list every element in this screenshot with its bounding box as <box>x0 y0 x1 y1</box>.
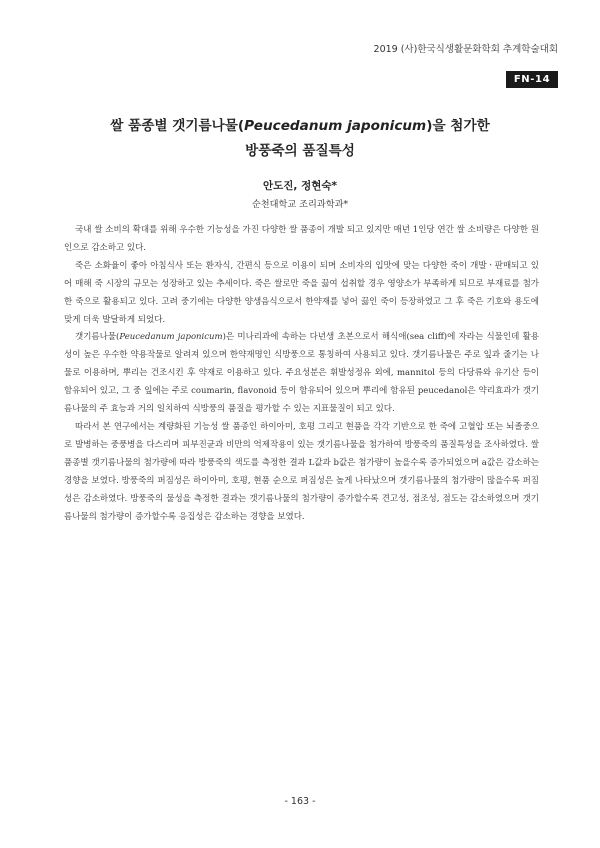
title-line-2: 방풍죽의 품질특성 <box>245 143 355 159</box>
paragraph-3-pre: 갯기름나물( <box>75 332 120 343</box>
authors: 안도진, 정현숙* <box>263 180 337 192</box>
paragraph-1: 국내 쌀 소비의 확대를 위해 우수한 기능성을 가진 다양한 쌀 품종이 개발 되고 있지만 매년 1인당 연간 쌀 소비량은 다양한 원인으로 감소하고 있다. <box>64 225 539 253</box>
page-number: - 163 - <box>284 796 316 807</box>
session-badge: FN-14 <box>506 71 558 88</box>
paragraph-3 <box>64 329 539 419</box>
paper-title <box>50 114 550 164</box>
title-line-1-post: )을 첨가한 <box>426 118 490 134</box>
title-line-1-pre: 쌀 품종별 갯기름나물( <box>110 118 245 134</box>
paragraph-2: 죽은 소화율이 좋아 아침식사 또는 환자식, 간편식 등으로 이용이 되며 소비자의 입맛에 맞는 다양한 죽이 개발ㆍ판매되고 있어 매해 죽 시장의 규모는 성장하고 있는 추세이다. 죽은 쌀로만 죽을 끓여 섭취할 경우 영양소가 부족하게 되므로 부재료를 첨가한 죽으로 활용되고 있다. 고려 중기에는 다양한 양생음식으로서 한약재를 넣어 끓인 죽이 등장하였고 그 후 죽은 기호와 용도에 맞게 더욱 발달하게 되었다. <box>64 260 539 325</box>
paragraph-3-post: )은 미나리과에 속하는 다년생 초본으로서 해식애(sea cliff)에 자라는 식물인데 활용성이 높은 우수한 약용작물로 알려져 있으며 한약재명인 식방풍으로 통칭하여 사용되고 있다. 갯기름나물은 주로 잎과 줄기는 나물로 이용하며, 뿌리는 건조시킨 후 약재로 이용하고 있다. 주요성분은 휘발성정유 외에, mannitol 등의 다당류와 유기산 등이 함유되어 있고, 그 중 잎에는 주로 coumarin, flavonoid 등이 함유되어 있으며 뿌리에 함유된 peucedanol은 약리효과가 갯기름나물의 주 효능과 거의 일치하여 식방풍의 품질을 평가할 수 있는 지표물질이 되고 있다. <box>64 332 540 415</box>
paragraph-3-scientific-name: Peucedanum japonicum <box>119 332 223 343</box>
paragraph-4: 따라서 본 연구에서는 계량화된 기능성 쌀 품종인 하이아미, 호평 그리고 현품을 각각 기반으로 한 죽에 고혈압 또는 뇌졸중으로 발병하는 중풍병을 다스리며 피부진균과 비만의 억제작용이 있는 갯기름나물을 첨가하여 방풍죽의 품질특성을 조사하였다. 쌀 품종별 갯기름나물의 첨가량에 따라 방풍죽의 색도를 측정한 결과 L값과 b값은 첨가량이 높을수록 증가되었으며 a값은 감소하는 경향을 보였다. 방풍죽의 퍼짐성은 하이아미, 호평, 현품 순으로 퍼짐성은 높게 나타났으며 갯기름나물의 첨가량이 많을수록 퍼짐성은 감소하였다. 방풍죽의 물성을 측정한 결과는 갯기름나물의 첨가량이 증가할수록 견고성, 점조성, 점도는 감소하였으며 갯기름나물의 첨가량이 증가할수록 응집성은 감소하는 경향을 보였다. <box>64 421 539 522</box>
title-line-1 <box>50 114 550 139</box>
affiliation: 순천대학교 조리과학과* <box>251 199 349 210</box>
conference-header: 2019 (사)한국식생활문화학회 추계학술대회 <box>373 44 558 55</box>
title-scientific-name: Peucedanum japonicum <box>244 118 427 134</box>
abstract-body <box>64 222 539 526</box>
